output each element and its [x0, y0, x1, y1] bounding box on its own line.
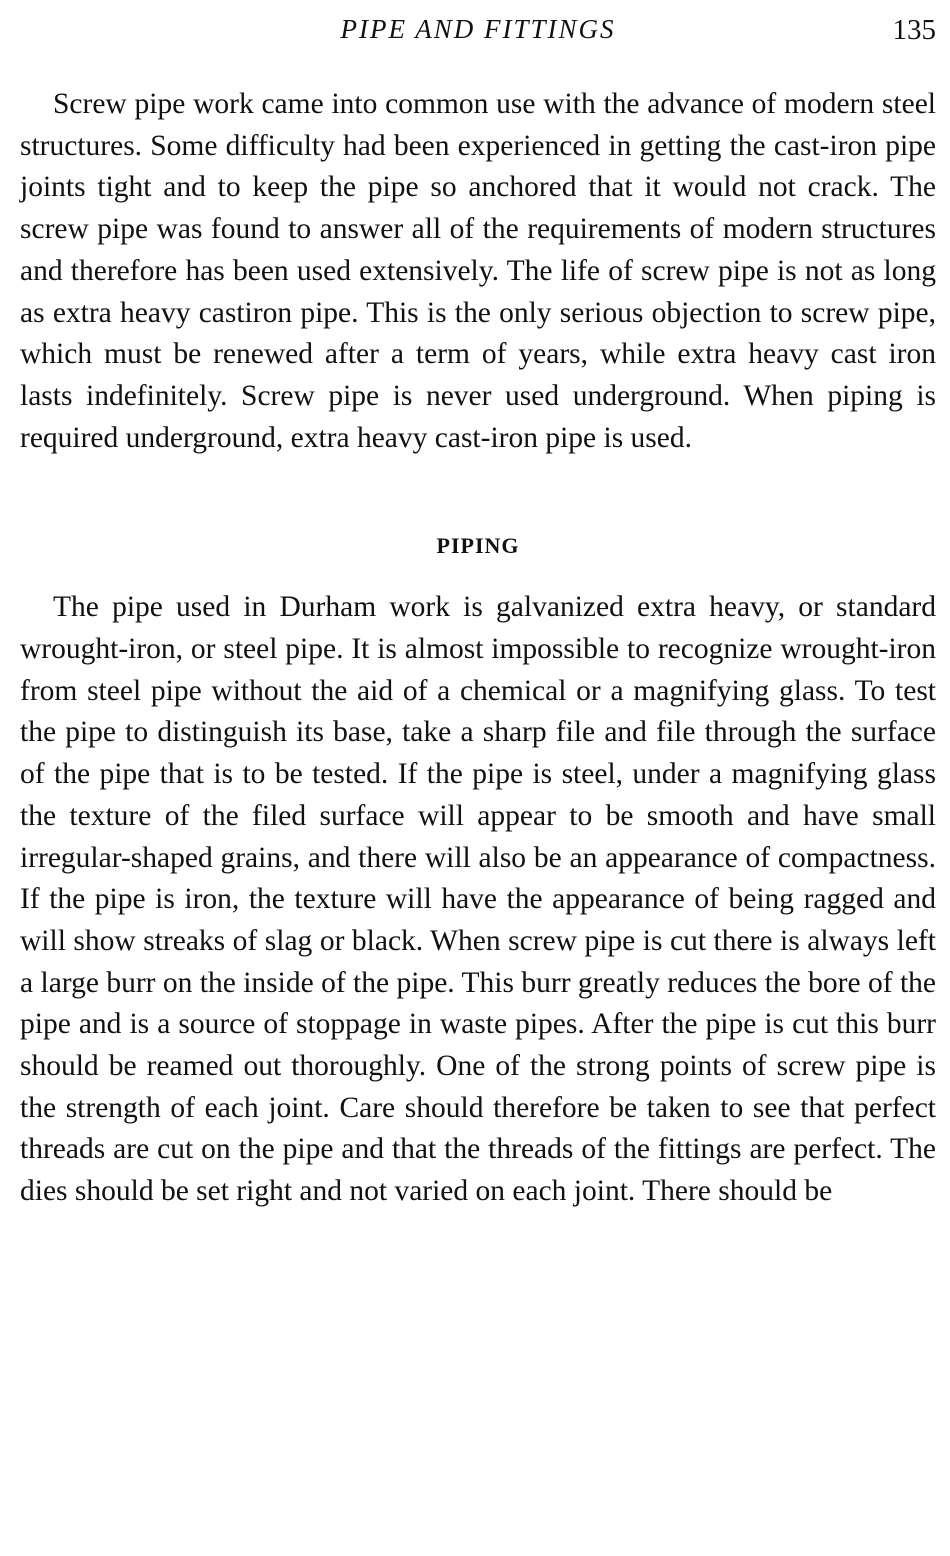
book-page [20, 0, 936, 1556]
paragraph-piping: The pipe used in Durham work is galvanized extra heavy, or standard wrought-iron, or steel pipe. It is almost impossible to recognize wrought-iron from steel pipe without the aid of a chemical or a magnifying glass. To test the pipe to distinguish its base, take a sharp file and file through the surface of the pipe that is to be tested. If the pipe is steel, under a magnifying glass the texture of the filed surface will appear to be smooth and have small irregular-shaped grains, and there will also be an appearance of compactness. If the pipe is iron, the texture will have the appearance of being ragged and will show streaks of slag or black. When screw pipe is cut there is always left a large burr on the inside of the pipe. This burr greatly reduces the bore of the pipe and is a source of stoppage in waste pipes. After the pipe is cut this burr should be reamed out thoroughly. One of the strong points of screw pipe is the strength of each joint. Care should therefore be taken to see that perfect threads are cut on the pipe and that the threads of the fittings are perfect. The dies should be set right and not varied on each joint. There should be [20, 591, 936, 1208]
paragraph-screw-pipe: Screw pipe work came into common use with the advance of modern steel structures. Some difficulty had been experienced in getting the cast-iron pipe joints tight and to keep the pipe so anchored that it would not crack. The screw pipe was found to answer all of the requirements of modern structures and therefore has been used extensively. The life of screw pipe is not as long as extra heavy castiron pipe. This is the only serious objection to screw pipe, which must be renewed after a term of years, while extra heavy cast iron lasts indefinitely. Screw pipe is never used underground. When piping is required underground, extra heavy cast-iron pipe is used. [20, 88, 936, 454]
section-heading-piping: PIPING [436, 533, 520, 559]
running-head [20, 0, 936, 62]
page-number: 135 [892, 14, 936, 46]
running-title: PIPE AND FITTINGS [340, 14, 616, 44]
